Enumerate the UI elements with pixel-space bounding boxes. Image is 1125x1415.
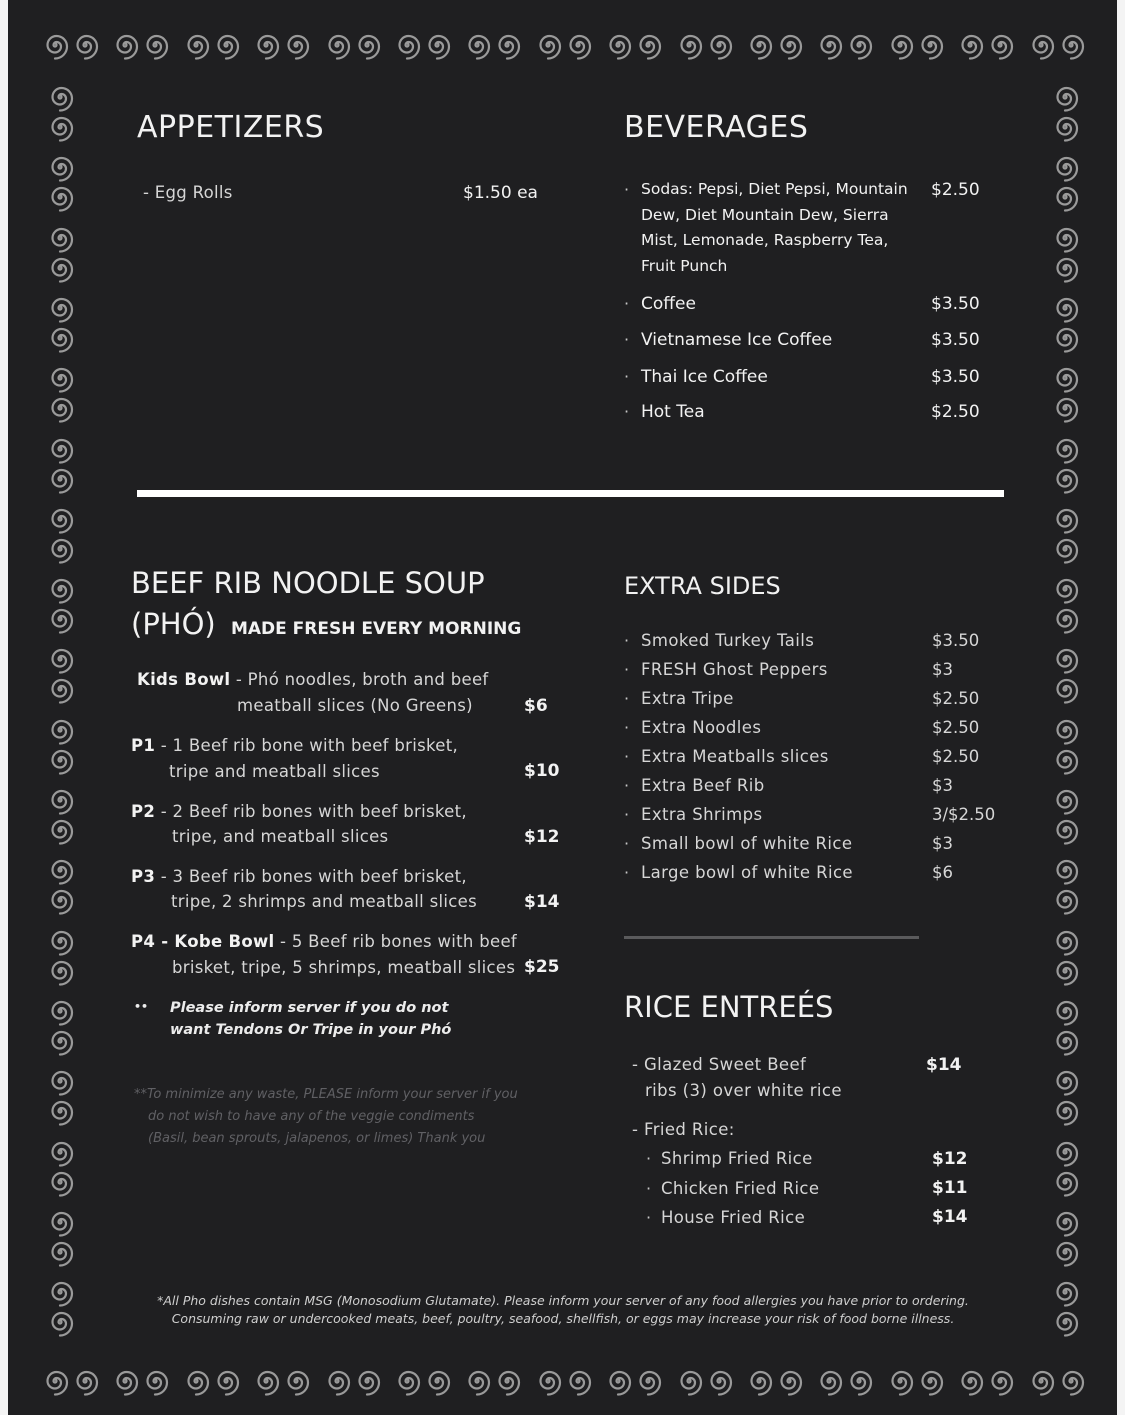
swirl-icon — [251, 1366, 281, 1396]
beverages-title: BEVERAGES — [624, 110, 809, 145]
swirl-icon — [1050, 785, 1080, 815]
swirl-icon — [45, 1096, 75, 1126]
swirl-icon — [140, 30, 170, 60]
extra-side-price: $2.50 — [932, 747, 980, 766]
bullet: · — [624, 402, 630, 421]
swirl-icon — [1050, 293, 1080, 323]
bullet: · — [624, 294, 630, 313]
swirl-icon — [603, 1366, 633, 1396]
fried-rice-item: Shrimp Fried Rice — [661, 1149, 813, 1168]
fried-rice-price: $12 — [932, 1149, 968, 1169]
swirl-icon — [110, 1366, 140, 1396]
pho-item-price: $10 — [524, 761, 560, 781]
rice-fried-label: - Fried Rice: — [632, 1120, 735, 1139]
swirl-icon — [45, 956, 75, 986]
swirl-icon — [1056, 30, 1086, 60]
extra-side-item: Large bowl of white Rice — [641, 863, 853, 882]
swirl-icon — [45, 504, 75, 534]
swirl-icon — [45, 715, 75, 745]
swirl-icon — [1050, 534, 1080, 564]
pho-item-p3 — [131, 867, 467, 886]
pho-title-pho: (PHÓ) — [131, 607, 216, 641]
swirl-icon — [1050, 1066, 1080, 1096]
swirl-icon — [45, 926, 75, 956]
fried-rice-item: Chicken Fried Rice — [661, 1179, 820, 1198]
swirl-icon — [492, 30, 522, 60]
fried-rice-price: $14 — [932, 1207, 968, 1227]
appetizers-title: APPETIZERS — [137, 110, 325, 145]
extra-side-item: Small bowl of white Rice — [641, 834, 853, 853]
extra-side-price: $3.50 — [932, 631, 980, 650]
extra-side-price: $6 — [932, 863, 953, 882]
swirl-icon — [322, 30, 352, 60]
beverage-price: $3.50 — [931, 367, 980, 387]
swirl-icon — [1050, 885, 1080, 915]
beverage-price: $2.50 — [931, 180, 980, 200]
pho-item-price: $14 — [524, 892, 560, 912]
pho-item-kids — [137, 670, 489, 689]
swirl-icon — [462, 30, 492, 60]
bullet: · — [624, 863, 630, 882]
swirl-icon — [45, 1026, 75, 1056]
extra-side-item: Extra Tripe — [641, 689, 734, 708]
swirl-icon — [1050, 152, 1080, 182]
pho-item-desc-2: meatball slices (No Greens) — [237, 696, 473, 715]
swirl-icon — [674, 1366, 704, 1396]
swirl-icon — [45, 1237, 75, 1267]
pho-item-price: $25 — [524, 957, 560, 977]
extra-side-price: $3 — [932, 834, 953, 853]
swirl-icon — [45, 674, 75, 704]
pho-item-desc: - 5 Beef rib bones with beef — [274, 932, 518, 951]
swirl-icon — [985, 1366, 1015, 1396]
swirl-icon — [70, 30, 100, 60]
swirl-icon — [45, 644, 75, 674]
pho-item-p1 — [131, 736, 458, 755]
fried-rice-item: House Fried Rice — [661, 1208, 806, 1227]
pho-item-desc: - 3 Beef rib bones with beef brisket, — [155, 867, 467, 886]
swirl-icon — [45, 464, 75, 494]
fine-print-line-1: **To minimize any waste, PLEASE inform your server if you — [134, 1087, 518, 1102]
beverage-price: $3.50 — [931, 294, 980, 314]
swirl-icon — [422, 30, 452, 60]
swirl-icon — [45, 223, 75, 253]
swirl-icon — [45, 1307, 75, 1337]
swirl-icon — [45, 393, 75, 423]
pho-subtitle: MADE FRESH EVERY MORNING — [230, 619, 522, 639]
swirl-icon — [1050, 1207, 1080, 1237]
swirl-icon — [45, 815, 75, 845]
swirl-icon — [774, 30, 804, 60]
swirl-icon — [322, 1366, 352, 1396]
swirl-icon — [1050, 715, 1080, 745]
swirl-icon — [45, 604, 75, 634]
swirl-icon — [492, 1366, 522, 1396]
extra-side-price: $3 — [932, 776, 953, 795]
pho-item-desc-2: brisket, tripe, 5 shrimps, meatball slices — [172, 958, 516, 977]
extra-side-price: 3/$2.50 — [932, 805, 996, 824]
swirl-icon — [1050, 82, 1080, 112]
swirl-icon — [352, 1366, 382, 1396]
swirl-icon — [1050, 1137, 1080, 1167]
swirl-icon — [45, 1207, 75, 1237]
swirl-icon — [744, 30, 774, 60]
swirl-icon — [211, 1366, 241, 1396]
swirl-icon — [45, 574, 75, 604]
swirl-icon — [1050, 956, 1080, 986]
pho-item-desc: - Phó noodles, broth and beef — [230, 670, 489, 689]
pho-item-desc: - 2 Beef rib bones with beef brisket, — [155, 802, 467, 821]
swirl-icon — [45, 855, 75, 885]
swirl-icon — [1050, 504, 1080, 534]
bullet: · — [624, 718, 630, 737]
swirl-icon — [45, 253, 75, 283]
bullet: · — [624, 631, 630, 650]
beverage-item-sodas: Sodas: Pepsi, Diet Pepsi, Mountain Dew, Diet Mountain Dew, Sierra Mist, Lemonade, Raspberry Tea, Fruit Punch — [641, 180, 908, 275]
swirl-icon — [281, 30, 311, 60]
swirl-icon — [955, 30, 985, 60]
swirl-icon — [774, 1366, 804, 1396]
swirl-icon — [45, 996, 75, 1026]
swirl-icon — [45, 152, 75, 182]
swirl-icon — [45, 785, 75, 815]
pho-item-price: $12 — [524, 827, 560, 847]
bullet: · — [624, 747, 630, 766]
pho-item-desc-2: tripe, 2 shrimps and meatball slices — [171, 892, 477, 911]
swirl-icon — [45, 82, 75, 112]
bullet: · — [646, 1179, 652, 1198]
swirl-icon — [45, 112, 75, 142]
rice-item-price: $14 — [926, 1055, 962, 1075]
pho-item-code: Kids Bowl — [137, 670, 231, 689]
fine-print-line-2: do not wish to have any of the veggie condiments — [148, 1109, 475, 1124]
swirl-icon — [1050, 464, 1080, 494]
pho-item-code: P3 — [131, 867, 156, 886]
swirl-icon — [1050, 926, 1080, 956]
appetizer-item-price: $1.50 ea — [463, 183, 538, 203]
swirl-icon — [674, 30, 704, 60]
swirl-icon — [45, 745, 75, 775]
swirl-icon — [45, 323, 75, 353]
swirl-icon — [633, 1366, 663, 1396]
swirl-icon — [45, 1167, 75, 1197]
fried-rice-price: $11 — [932, 1178, 968, 1198]
swirl-icon — [281, 1366, 311, 1396]
swirl-icon — [633, 30, 663, 60]
swirl-icon — [45, 293, 75, 323]
pho-item-code: P4 - Kobe Bowl — [131, 932, 275, 951]
swirl-icon — [40, 30, 70, 60]
swirl-icon — [915, 1366, 945, 1396]
swirl-icon — [45, 182, 75, 212]
fine-print-line-3: (Basil, bean sprouts, jalapenos, or limes) Thank you — [148, 1131, 486, 1146]
swirl-icon — [45, 434, 75, 464]
swirl-icon — [45, 1066, 75, 1096]
extra-side-price: $3 — [932, 660, 953, 679]
swirl-icon — [955, 1366, 985, 1396]
swirl-icon — [392, 1366, 422, 1396]
beverage-item: Vietnamese Ice Coffee — [641, 330, 833, 350]
note-bullet: •• — [134, 1000, 149, 1013]
pho-title-line2 — [131, 607, 521, 641]
swirl-icon — [1050, 1237, 1080, 1267]
swirl-icon — [1050, 1307, 1080, 1337]
pho-item-code: P2 — [131, 802, 156, 821]
swirl-icon — [1050, 323, 1080, 353]
swirl-icon — [70, 1366, 100, 1396]
swirl-icon — [985, 30, 1015, 60]
extra-side-price: $2.50 — [932, 718, 980, 737]
appetizer-item-name: - Egg Rolls — [143, 183, 233, 202]
swirl-icon — [251, 30, 281, 60]
swirl-icon — [563, 1366, 593, 1396]
swirl-icon — [45, 1137, 75, 1167]
bullet: · — [646, 1208, 652, 1227]
swirl-icon — [1056, 1366, 1086, 1396]
swirl-icon — [392, 30, 422, 60]
disclaimer — [98, 1292, 1028, 1328]
section-divider — [137, 490, 1004, 497]
swirl-icon — [844, 1366, 874, 1396]
note-line-1: Please inform server if you do not — [170, 1000, 449, 1016]
rice-title: RICE ENTREÉS — [624, 990, 834, 1024]
swirl-icon — [211, 30, 241, 60]
pho-item-p4 — [131, 932, 517, 951]
swirl-icon — [45, 1277, 75, 1307]
swirl-icon — [1050, 574, 1080, 604]
disclaimer-line-2: Consuming raw or undercooked meats, beef, poultry, seafood, shellfish, or eggs may increase your risk of food borne illness. — [171, 1311, 955, 1326]
swirl-icon — [885, 1366, 915, 1396]
extra-sides-title: EXTRA SIDES — [624, 572, 781, 600]
pho-title: BEEF RIB NOODLE SOUP — [131, 566, 485, 600]
small-divider — [624, 936, 919, 939]
swirl-icon — [40, 1366, 70, 1396]
swirl-icon — [181, 1366, 211, 1396]
bullet: · — [624, 180, 630, 199]
swirl-icon — [1050, 1096, 1080, 1126]
swirl-icon — [844, 30, 874, 60]
swirl-icon — [45, 534, 75, 564]
swirl-icon — [140, 1366, 170, 1396]
bullet: · — [624, 805, 630, 824]
swirl-icon — [1050, 815, 1080, 845]
extra-side-item: Extra Shrimps — [641, 805, 763, 824]
bullet: · — [624, 330, 630, 349]
swirl-icon — [1050, 604, 1080, 634]
beverage-price: $2.50 — [931, 402, 980, 422]
bullet: · — [624, 660, 630, 679]
rice-item-glazed: - Glazed Sweet Beef — [632, 1055, 807, 1074]
pho-item-price: $6 — [524, 696, 548, 716]
swirl-icon — [1050, 182, 1080, 212]
swirl-icon — [1050, 1167, 1080, 1197]
pho-item-desc-2: tripe and meatball slices — [169, 762, 380, 781]
extra-side-item: Extra Beef Rib — [641, 776, 765, 795]
swirl-icon — [814, 1366, 844, 1396]
swirl-icon — [814, 30, 844, 60]
swirl-icon — [45, 363, 75, 393]
swirl-icon — [563, 30, 593, 60]
extra-side-item: Extra Noodles — [641, 718, 762, 737]
swirl-icon — [1050, 1026, 1080, 1056]
beverage-item: Coffee — [641, 294, 696, 314]
swirl-icon — [462, 1366, 492, 1396]
swirl-icon — [1050, 363, 1080, 393]
pho-item-p2 — [131, 802, 467, 821]
swirl-icon — [1050, 644, 1080, 674]
bullet: · — [624, 834, 630, 853]
swirl-icon — [1050, 253, 1080, 283]
swirl-icon — [1050, 434, 1080, 464]
beverage-item: Thai Ice Coffee — [641, 367, 768, 387]
swirl-icon — [1050, 1277, 1080, 1307]
rice-item-glazed-desc: ribs (3) over white rice — [645, 1081, 842, 1100]
swirl-icon — [1026, 1366, 1056, 1396]
bullet: · — [624, 689, 630, 708]
extra-side-item: FRESH Ghost Peppers — [641, 660, 828, 679]
extra-side-item: Smoked Turkey Tails — [641, 631, 815, 650]
beverage-item: Hot Tea — [641, 402, 705, 422]
bullet: · — [646, 1149, 652, 1168]
swirl-icon — [603, 30, 633, 60]
swirl-icon — [885, 30, 915, 60]
pho-item-code: P1 — [131, 736, 156, 755]
swirl-icon — [1050, 223, 1080, 253]
pho-item-desc-2: tripe, and meatball slices — [172, 827, 389, 846]
swirl-icon — [1026, 30, 1056, 60]
swirl-icon — [1050, 855, 1080, 885]
swirl-icon — [704, 30, 734, 60]
pho-item-desc: - 1 Beef rib bone with beef brisket, — [155, 736, 459, 755]
swirl-icon — [704, 1366, 734, 1396]
swirl-icon — [1050, 674, 1080, 704]
bullet: · — [624, 367, 630, 386]
swirl-icon — [45, 885, 75, 915]
extra-side-price: $2.50 — [932, 689, 980, 708]
extra-side-item: Extra Meatballs slices — [641, 747, 829, 766]
disclaimer-line-1: *All Pho dishes contain MSG (Monosodium Glutamate). Please inform your server of any food allergies you have prior to ordering. — [157, 1293, 969, 1308]
beverage-price: $3.50 — [931, 330, 980, 350]
swirl-icon — [422, 1366, 452, 1396]
menu-page — [8, 0, 1117, 1415]
swirl-icon — [181, 30, 211, 60]
swirl-icon — [1050, 996, 1080, 1026]
swirl-icon — [352, 30, 382, 60]
bullet: · — [624, 776, 630, 795]
swirl-icon — [744, 1366, 774, 1396]
swirl-icon — [533, 30, 563, 60]
swirl-icon — [1050, 393, 1080, 423]
swirl-icon — [533, 1366, 563, 1396]
swirl-icon — [1050, 745, 1080, 775]
note-line-2: want Tendons Or Tripe in your Phó — [170, 1022, 452, 1038]
swirl-icon — [110, 30, 140, 60]
swirl-icon — [1050, 112, 1080, 142]
swirl-icon — [915, 30, 945, 60]
